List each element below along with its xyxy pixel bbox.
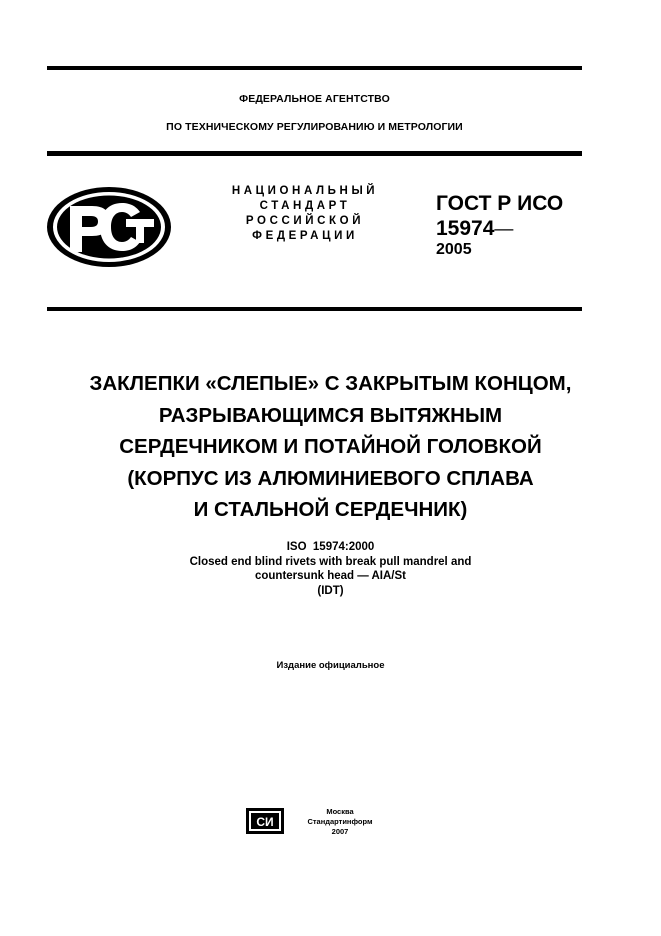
document-title: [20, 368, 641, 526]
iso-reference: [20, 540, 641, 598]
iso-line-4: (IDT): [317, 584, 344, 597]
title-line-4: (КОРПУС ИЗ АЛЮМИНИЕВОГО СПЛАВА: [127, 466, 534, 490]
iso-line-2: Closed end blind rivets with break pull mandrel and: [189, 555, 472, 568]
national-standard-line-2: СТАНДАРТ: [259, 200, 351, 212]
agency-line-2: ПО ТЕХНИЧЕСКОМУ РЕГУЛИРОВАНИЮ И МЕТРОЛОГИИ: [166, 121, 463, 133]
top-rule: [47, 66, 582, 70]
designation-dash: —: [494, 219, 514, 240]
edition-label: Издание официальное: [276, 660, 385, 671]
rst-emblem-icon: [44, 184, 174, 270]
publisher-name: Стандартинформ: [307, 817, 373, 826]
publisher-info: [290, 807, 390, 837]
national-standard-line-3: РОССИЙСКОЙ: [245, 215, 365, 227]
designation-line-2: [436, 216, 563, 242]
designation-year: 2005: [436, 241, 472, 258]
iso-line-3: countersunk head — AIA/St: [254, 570, 406, 582]
designation-number: 15974: [436, 217, 495, 240]
title-line-1: ЗАКЛЕПКИ «СЛЕПЫЕ» С ЗАКРЫТЫМ КОНЦОМ,: [89, 372, 572, 395]
agency-line-1: ФЕДЕРАЛЬНОЕ АГЕНТСТВО: [239, 93, 390, 105]
agency-rule: [47, 151, 582, 156]
header-bottom-rule: [47, 307, 582, 311]
publisher-logo-text: СИ: [256, 815, 274, 829]
designation-line-1: ГОСТ Р ИСО: [436, 192, 564, 215]
standartinform-logo-icon: [245, 806, 285, 836]
publisher-year: 2007: [331, 827, 349, 836]
title-line-3: СЕРДЕЧНИКОМ И ПОТАЙНОЙ ГОЛОВКОЙ: [119, 435, 542, 458]
national-standard-line-1: НАЦИОНАЛЬНЫЙ: [231, 185, 379, 197]
national-standard-line-4: ФЕДЕРАЦИИ: [252, 230, 358, 242]
title-line-5: И СТАЛЬНОЙ СЕРДЕЧНИК): [193, 498, 468, 521]
title-line-2: РАЗРЫВАЮЩИМСЯ ВЫТЯЖНЫМ: [158, 403, 503, 427]
publisher-city: Москва: [326, 807, 354, 816]
national-standard-label: [210, 184, 400, 244]
standard-designation: [436, 191, 563, 242]
iso-line-1: ISO 15974:2000: [286, 541, 375, 553]
